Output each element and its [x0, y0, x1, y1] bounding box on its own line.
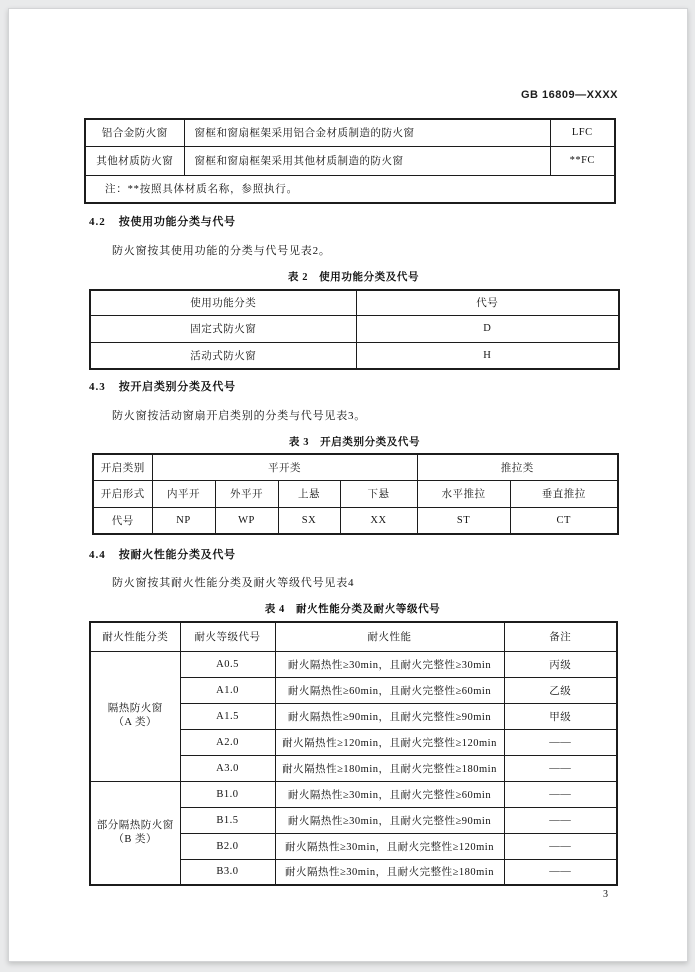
performance: 耐火隔热性≥30min，且耐火完整性≥30min: [275, 651, 504, 677]
table-row: [90, 781, 617, 807]
material-class-name: 其他材质防火窗: [85, 146, 184, 175]
performance: 耐火隔热性≥30min，且耐火完整性≥180min: [275, 859, 504, 885]
section-4-2-paragraph: 防火窗按其使用功能的分类与代号见表2。: [112, 245, 331, 257]
opening-form: 外平开: [215, 480, 278, 507]
opening-code: CT: [510, 507, 618, 534]
opening-type-table: [92, 453, 619, 535]
section-title: 按开启类别分类及代号: [118, 381, 236, 393]
section-title: 按耐火性能分类及代号: [118, 549, 236, 561]
document-page: [8, 8, 688, 962]
performance: 耐火隔热性≥60min，且耐火完整性≥60min: [275, 677, 504, 703]
table-row: [85, 146, 615, 175]
column-header: 使用功能分类: [90, 290, 356, 315]
table-row: [90, 651, 617, 677]
remark: ——: [504, 833, 617, 859]
grade-code: B2.0: [180, 833, 275, 859]
material-class-desc: 窗框和窗扇框架采用铝合金材质制造的防火窗: [184, 119, 550, 146]
usage-code: D: [356, 315, 619, 342]
grade-code: A1.0: [180, 677, 275, 703]
column-header: 耐火性能分类: [90, 622, 180, 651]
grade-code: A3.0: [180, 755, 275, 781]
performance: 耐火隔热性≥180min，且耐火完整性≥180min: [275, 755, 504, 781]
grade-code: B3.0: [180, 859, 275, 885]
column-header: 备注: [504, 622, 617, 651]
remark: ——: [504, 755, 617, 781]
opening-code: ST: [417, 507, 510, 534]
opening-form: 上悬: [278, 480, 340, 507]
grade-code: A0.5: [180, 651, 275, 677]
opening-form: 垂直推拉: [510, 480, 618, 507]
doc-number-header: GB 16809—XXXX: [521, 89, 618, 101]
section-heading-4-4: [89, 546, 236, 562]
table-row: [90, 342, 619, 369]
remark: ——: [504, 781, 617, 807]
opening-code: NP: [152, 507, 215, 534]
section-title: 按使用功能分类与代号: [118, 216, 236, 228]
column-header: 耐火等级代号: [180, 622, 275, 651]
group-a-sub: （A 类）: [113, 717, 158, 728]
opening-category: 推拉类: [417, 454, 618, 480]
group-a-label: [90, 651, 180, 781]
table-row: [93, 507, 618, 534]
table-header-row: [90, 622, 617, 651]
column-header: 代号: [356, 290, 619, 315]
row-label: 开启类别: [93, 454, 152, 480]
table-row: [93, 480, 618, 507]
opening-code: SX: [278, 507, 340, 534]
performance: 耐火隔热性≥30min，且耐火完整性≥90min: [275, 807, 504, 833]
table-header-row: [90, 290, 619, 315]
table-2-title: 表 2 使用功能分类及代号: [287, 272, 420, 283]
table-row: [85, 119, 615, 146]
opening-form: 水平推拉: [417, 480, 510, 507]
remark: 丙级: [504, 651, 617, 677]
section-number: 4.3: [89, 381, 106, 393]
fire-resistance-table: [89, 621, 618, 886]
remark: ——: [504, 859, 617, 885]
table-row: [93, 454, 618, 480]
remark: ——: [504, 807, 617, 833]
usage-function-table: [89, 289, 620, 370]
remark: 乙级: [504, 677, 617, 703]
group-b-sub: （B 类）: [113, 833, 158, 845]
usage-code: H: [356, 342, 619, 369]
material-class-name: 铝合金防火窗: [85, 119, 184, 146]
group-b-label: [90, 781, 180, 885]
performance: 耐火隔热性≥30min，且耐火完整性≥60min: [275, 781, 504, 807]
row-label: 开启形式: [93, 480, 152, 507]
material-class-table: [84, 118, 616, 204]
performance: 耐火隔热性≥120min，且耐火完整性≥120min: [275, 729, 504, 755]
remark: ——: [504, 729, 617, 755]
group-b-name: 部分隔热防火窗: [96, 819, 174, 831]
usage-class: 活动式防火窗: [90, 342, 356, 369]
page-number: 3: [603, 889, 608, 900]
opening-form: 下悬: [340, 480, 417, 507]
table-note: 注：**按照具体材质名称，参照执行。: [85, 175, 615, 203]
row-label: 代号: [93, 507, 152, 534]
performance: 耐火隔热性≥90min，且耐火完整性≥90min: [275, 703, 504, 729]
performance: 耐火隔热性≥30min，且耐火完整性≥120min: [275, 833, 504, 859]
section-number: 4.4: [89, 549, 106, 561]
section-4-3-paragraph: 防火窗按活动窗扇开启类别的分类与代号见表3。: [112, 410, 367, 422]
group-a-name: 隔热防火窗: [107, 703, 163, 714]
usage-class: 固定式防火窗: [90, 315, 356, 342]
grade-code: B1.5: [180, 807, 275, 833]
opening-category: 平开类: [152, 454, 417, 480]
material-class-code: LFC: [550, 119, 615, 146]
table-3-title: 表 3 开启类别分类及代号: [288, 437, 421, 448]
section-heading-4-2: [89, 213, 236, 229]
remark: 甲级: [504, 703, 617, 729]
material-class-code: **FC: [550, 146, 615, 175]
grade-code: B1.0: [180, 781, 275, 807]
table-row: [90, 315, 619, 342]
section-number: 4.2: [89, 216, 106, 228]
opening-code: XX: [340, 507, 417, 534]
grade-code: A2.0: [180, 729, 275, 755]
section-4-4-paragraph: 防火窗按其耐火性能分类及耐火等级代号见表4: [112, 577, 355, 589]
grade-code: A1.5: [180, 703, 275, 729]
opening-form: 内平开: [152, 480, 215, 507]
column-header: 耐火性能: [275, 622, 504, 651]
table-4-title: 表 4 耐火性能分类及耐火等级代号: [264, 604, 441, 615]
table-note-row: [85, 175, 615, 203]
section-heading-4-3: [89, 378, 236, 394]
material-class-desc: 窗框和窗扇框架采用其他材质制造的防火窗: [184, 146, 550, 175]
opening-code: WP: [215, 507, 278, 534]
